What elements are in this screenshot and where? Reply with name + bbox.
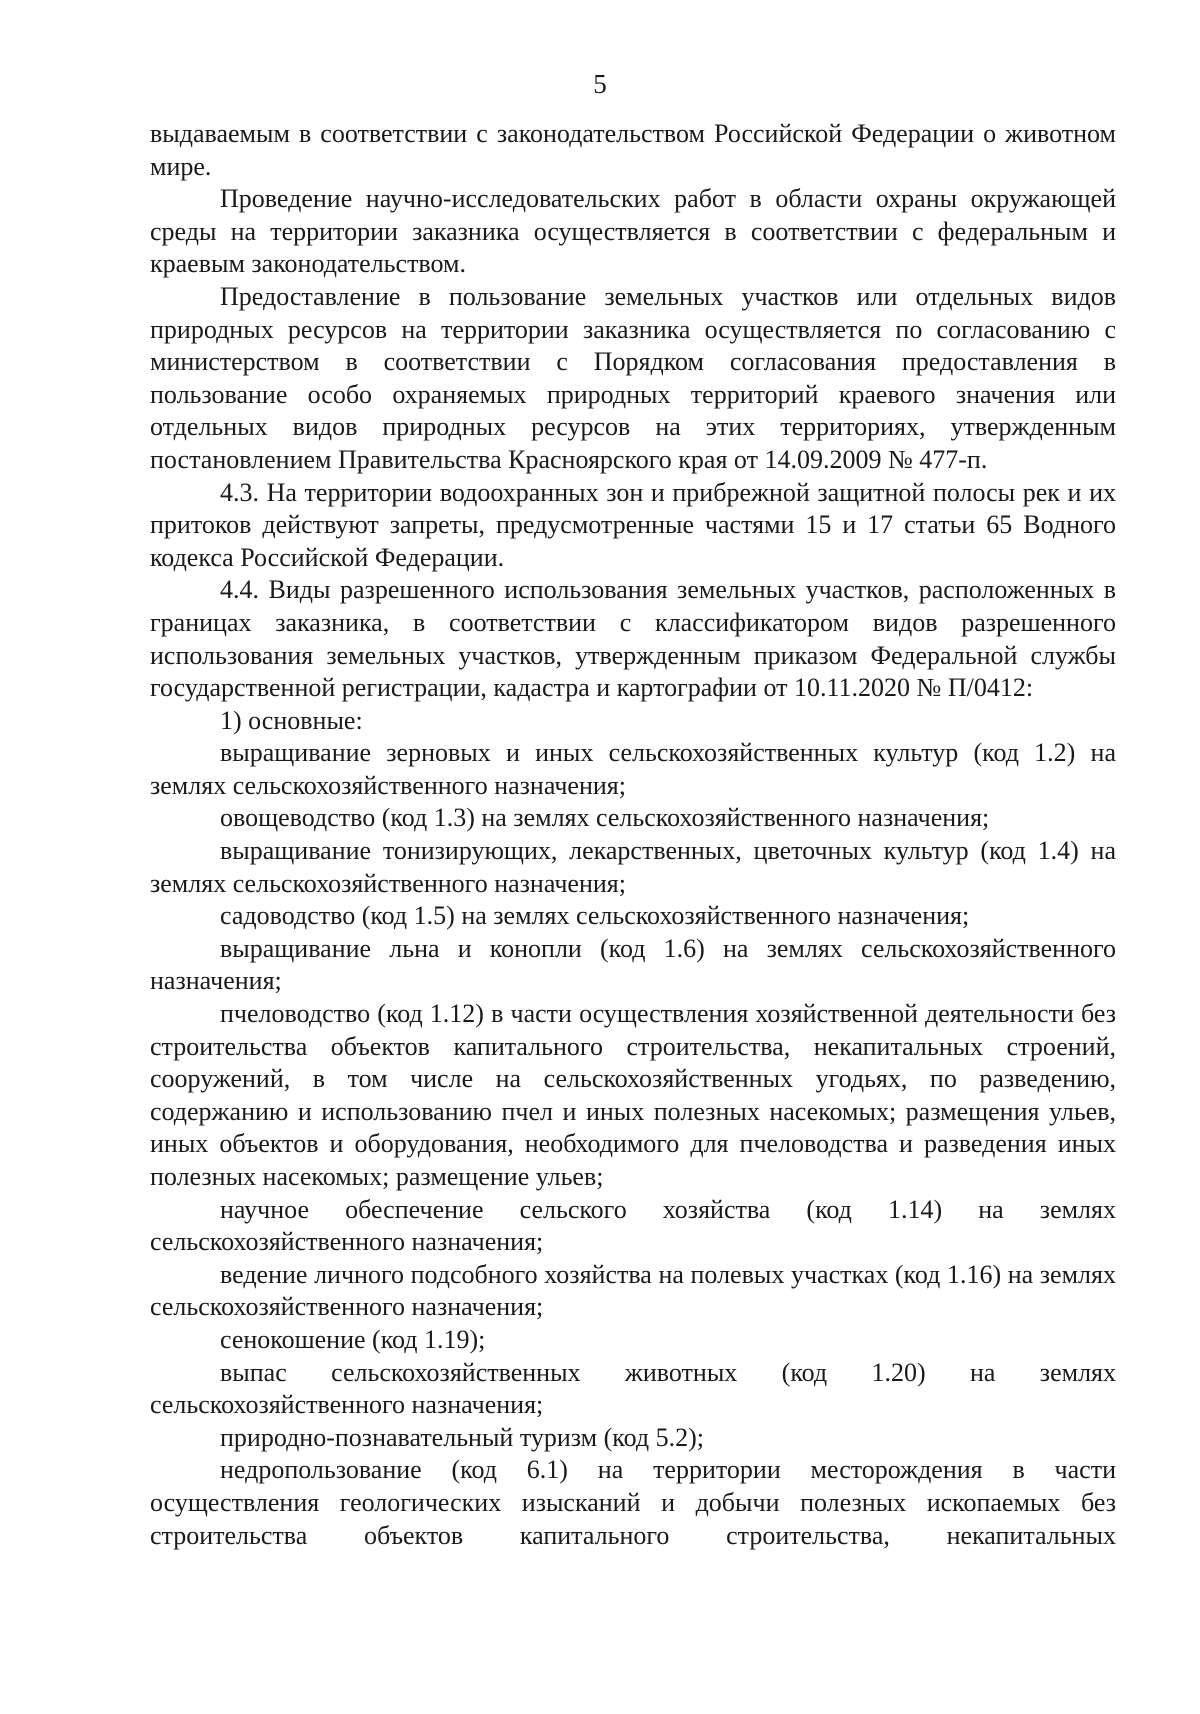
list-item: выращивание тонизирующих, лекарственных, цветочных культур (код 1.4) на землях сельскохозяйственного назначения; xyxy=(150,836,1116,898)
list-item: ведение личного подсобного хозяйства на полевых участках (код 1.16) на землях сельскохозяйственного назначения; xyxy=(150,1259,1116,1322)
list-item: овощеводство (код 1.3) на землях сельскохозяйственного назначения; xyxy=(220,803,990,833)
paragraph-section-4-3: 4.3. На территории водоохранных зон и прибрежной защитной полосы рек и их притоков действуют запреты, предусмотренные частями 15 и 17 статьи 65 Водного кодекса Российской Федерации. xyxy=(150,477,1116,572)
paragraph: Предоставление в пользование земельных участков или отдельных видов природных ресурсов на территории заказника осуществляется по согласованию с министерством в соответствии с Порядком согласования предоставления в пользование особо охраняемых природных территорий краевого значения или отдельных видов природных ресурсов на этих территориях, утвержденным постановлением Правительства Красноярского края от 14.09.2009 № 477-п. xyxy=(150,281,1116,474)
list-item: недропользование (код 6.1) на территории месторождения в части осуществления геологических изысканий и добычи полезных ископаемых без строительства объектов капитального строительства, некапитальных xyxy=(150,1455,1116,1550)
list-item: природно-познавательный туризм (код 5.2); xyxy=(220,1422,704,1452)
list-heading-main: 1) основные: xyxy=(220,705,363,735)
list-item: пчеловодство (код 1.12) в части осуществления хозяйственной деятельности без строительства объектов капитального строительства, некапитальных строений, сооружений, в том числе на сельскохозяйственных угодьях, по разведению, содержанию и использованию пчел и иных полезных насекомых; размещения ульев, иных объектов и оборудования, необходимого для пчеловодства и разведения иных полезных насекомых; размещение ульев; xyxy=(150,999,1116,1191)
list-item: садоводство (код 1.5) на землях сельскохозяйственного назначения; xyxy=(220,901,970,931)
page-number: 5 xyxy=(593,69,607,99)
paragraph: выдаваемым в соответствии с законодательством Российской Федерации о животном мире. xyxy=(150,119,1116,181)
list-item: выращивание льна и конопли (код 1.6) на землях сельскохозяйственного назначения; xyxy=(150,933,1116,996)
paragraph-section-4-4: 4.4. Виды разрешенного использования земельных участков, расположенных в границах заказника, в соответствии с классификатором видов разрешенного использования земельных участков, утвержденным приказом Федеральной службы государственной регистрации, кадастра и картографии от 10.11.2020 № П/0412: xyxy=(150,575,1116,703)
paragraph: Проведение научно-исследовательских работ в области охраны окружающей среды на территории заказника осуществляется в соответствии с федеральным и краевым законодательством. xyxy=(150,184,1116,279)
document-body xyxy=(150,118,1116,1552)
list-item: выращивание зерновых и иных сельскохозяйственных культур (код 1.2) на землях сельскохозяйственного назначения; xyxy=(150,738,1116,800)
list-item: научное обеспечение сельского хозяйства (код 1.14) на землях сельскохозяйственного назначения; xyxy=(150,1194,1116,1257)
list-item: сенокошение (код 1.19); xyxy=(220,1324,486,1354)
list-item: выпас сельскохозяйственных животных (код 1.20) на землях сельскохозяйственного назначения; xyxy=(150,1357,1116,1420)
